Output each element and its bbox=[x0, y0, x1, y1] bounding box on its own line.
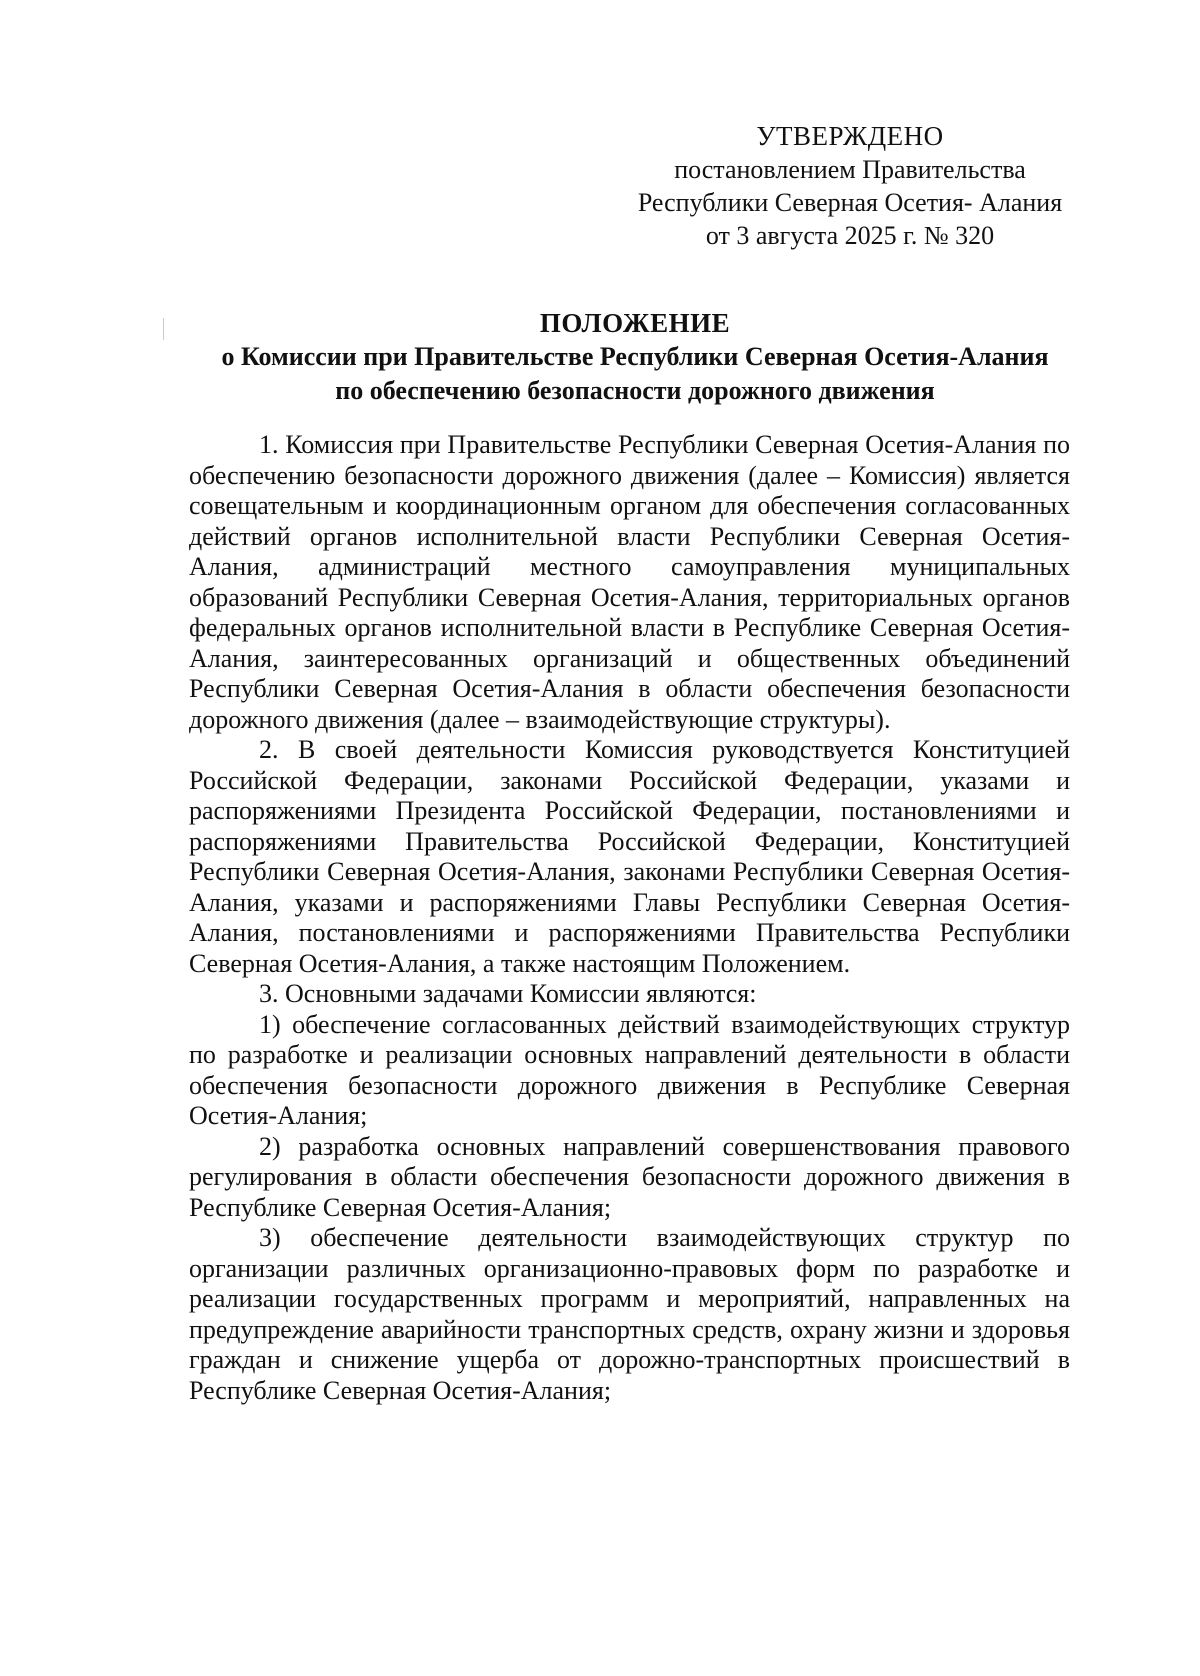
approval-line-2: Республики Северная Осетия- Алания bbox=[637, 188, 1063, 217]
document-body bbox=[189, 430, 1070, 1406]
document-subtitle-line-2: по обеспечению безопасности дорожного движения bbox=[335, 376, 935, 405]
approval-stamp-block bbox=[620, 120, 1080, 252]
document-subtitle-line-1: о Комиссии при Правительстве Республики Северная Осетия-Алания bbox=[221, 342, 1049, 371]
approval-line-3: от 3 августа 2025 г. № 320 bbox=[705, 221, 995, 250]
paragraph-3-item-3: 3) обеспечение деятельности взаимодействующих структур по организации различных организационно-правовых форм по разработке и реализации государственных программ и мероприятий, направленных на предупреждение аварийности транспортных средств, охрану жизни и здоровья граждан и снижение ущерба от дорожно-транспортных происшествий в Республике Северная Осетия-Алания; bbox=[189, 1223, 1070, 1405]
document-title-block bbox=[150, 306, 1120, 408]
approval-line-1: постановлением Правительства bbox=[674, 155, 1026, 184]
document-title: ПОЛОЖЕНИЕ bbox=[539, 308, 731, 338]
paragraph-3-item-2: 2) разработка основных направлений совершенствования правового регулирования в области обеспечения безопасности дорожного движения в Республике Северная Осетия-Алания; bbox=[189, 1131, 1070, 1222]
paragraph-2: 2. В своей деятельности Комиссия руководствуется Конституцией Российской Федерации, законами Российской Федерации, указами и распоряжениями Президента Российской Федерации, постановлениями и распоряжениями Правительства Российской Федерации, Конституцией Республики Северная Осетия-Алания, законами Республики Северная Осетия-Алания, указами и распоряжениями Главы Республики Северная Осетия-Алания, постановлениями и распоряжениями Правительства Республики Северная Осетия-Алания, а также настоящим Положением. bbox=[189, 735, 1070, 978]
paragraph-3-item-1: 1) обеспечение согласованных действий взаимодействующих структур по разработке и реализации основных направлений деятельности в области обеспечения безопасности дорожного движения в Республике Северная Осетия-Алания; bbox=[189, 1009, 1070, 1130]
paragraph-3: 3. Основными задачами Комиссии являются: bbox=[259, 979, 757, 1008]
approval-heading: УТВЕРЖДЕНО bbox=[756, 121, 944, 151]
paragraph-1: 1. Комиссия при Правительстве Республики Северная Осетия-Алания по обеспечению безопасности дорожного движения (далее – Комиссия) является совещательным и координационным органом для обеспечения согласованных действий органов исполнительной власти Республики Северная Осетия-Алания, администраций местного самоуправления муниципальных образований Республики Северная Осетия-Алания, территориальных органов федеральных органов исполнительной власти в Республике Северная Осетия-Алания, заинтересованных организаций и общественных объединений Республики Северная Осетия-Алания в области обеспечения безопасности дорожного движения (далее – взаимодействующие структуры). bbox=[189, 430, 1070, 734]
